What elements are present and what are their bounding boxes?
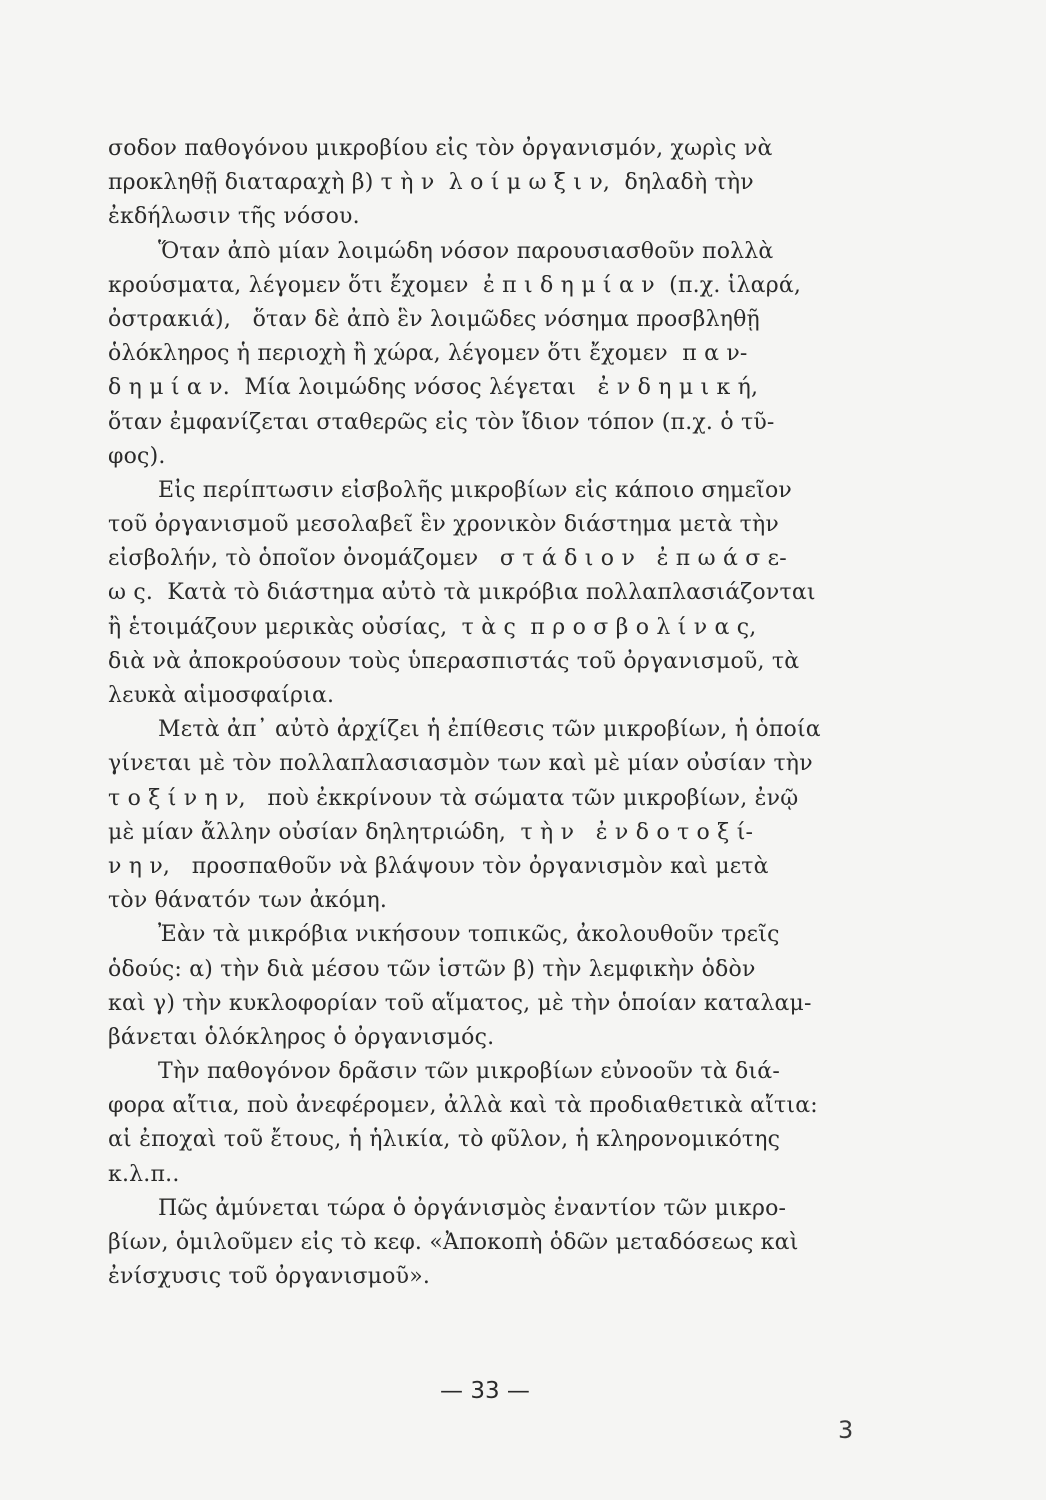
text-line: κ.λ.π..: [108, 1161, 180, 1187]
text-line: ω ς. Κατὰ τὸ διάστημα αὐτὸ τὰ μικρόβια πολλαπλασιάζονται: [108, 580, 816, 606]
text-line: σοδον παθογόνου μικροβίου εἰς τὸν ὀργανισμόν, χωρὶς νὰ: [108, 136, 773, 161]
text-line: φος).: [108, 443, 166, 469]
text-line: Μετὰ ἀπ᾽ αὐτὸ ἀρχίζει ἡ ἐπίθεσις τῶν μικροβίων, ἡ ὁποία: [158, 717, 821, 743]
text-line: καὶ γ) τὴν κυκλοφορίαν τοῦ αἵματος, μὲ τὴν ὁποίαν καταλαμ-: [108, 990, 812, 1016]
text-line: βίων, ὁμιλοῦμεν εἰς τὸ κεφ. «Ἀποκοπὴ ὁδῶν μεταδόσεως καὶ: [108, 1230, 799, 1255]
text-line: φορα αἴτια, ποὺ ἀνεφέρομεν, ἀλλὰ καὶ τὰ προδιαθετικὰ αἴτια:: [108, 1093, 818, 1119]
body-text: [108, 132, 858, 1294]
text-line: μὲ μίαν ἄλλην οὐσίαν δηλητριώδη, τ ὴ ν ἐ ν δ ο τ ο ξ ί-: [108, 819, 754, 845]
text-line: προκληθῇ διαταραχὴ β) τ ὴ ν λ ο ί μ ω ξ ι ν, δηλαδὴ τὴν: [108, 170, 754, 196]
text-line: ὁδούς: α) τὴν διὰ μέσου τῶν ἱστῶν β) τὴν λεμφικὴν ὁδὸν: [108, 956, 756, 982]
text-line: Πῶς ἀμύνεται τώρα ὁ ὀργάνισμὸς ἐναντίον τῶν μικρο-: [158, 1195, 787, 1221]
text-line: Εἰς περίπτωσιν εἰσβολῆς μικροβίων εἰς κάποιο σημεῖον: [158, 477, 792, 503]
text-line: Ὅταν ἀπὸ μίαν λοιμώδη νόσον παρουσιασθοῦν πολλὰ: [158, 238, 774, 264]
text-line: τὸν θάνατόν των ἀκόμη.: [108, 888, 388, 914]
text-line: ν η ν, προσπαθοῦν νὰ βλάψουν τὸν ὀργανισμὸν καὶ μετὰ: [108, 853, 769, 879]
text-line: ὅταν ἐμφανίζεται σταθερῶς εἰς τὸν ἴδιον τόπον (π.χ. ὁ τῦ-: [108, 409, 775, 435]
text-line: διὰ νὰ ἀποκρούσουν τοὺς ὑπερασπιστάς τοῦ ὀργανισμοῦ, τὰ: [108, 648, 800, 674]
text-line: τοῦ ὀργανισμοῦ μεσολαβεῖ ἓν χρονικὸν διάστημα μετὰ τὴν: [108, 512, 779, 538]
text-line: κρούσματα, λέγομεν ὅτι ἔχομεν ἐ π ι δ η μ ί α ν (π.χ. ἱλαρά,: [108, 272, 802, 298]
text-line: Τὴν παθογόνον δρᾶσιν τῶν μικροβίων εὐνοοῦν τὰ διά-: [158, 1059, 780, 1085]
text-line: τ ο ξ ί ν η ν, ποὺ ἐκκρίνουν τὰ σώματα τῶν μικροβίων, ἐνῷ: [108, 785, 799, 811]
page-number: — 33 —: [440, 1378, 530, 1404]
text-line: ἐνίσχυσις τοῦ ὀργανισμοῦ».: [108, 1264, 431, 1290]
text-line: δ η μ ί α ν. Μία λοιμώδης νόσος λέγεται ἐ ν δ η μ ι κ ή,: [108, 375, 759, 401]
text-line: ὀστρακιά), ὅταν δὲ ἀπὸ ἓν λοιμῶδες νόσημα προσβληθῇ: [108, 306, 760, 332]
text-line: γίνεται μὲ τὸν πολλαπλασιασμὸν των καὶ μὲ μίαν οὐσίαν τὴν: [108, 751, 813, 777]
corner-mark: 3: [838, 1416, 854, 1444]
text-line: ἐκδήλωσιν τῆς νόσου.: [108, 204, 360, 230]
text-line: εἰσβολήν, τὸ ὁποῖον ὀνομάζομεν σ τ ά δ ι ο ν ἐ π ω ά σ ε-: [108, 546, 787, 572]
text-line: ὁλόκληρος ἡ περιοχὴ ἢ χώρα, λέγομεν ὅτι ἔχομεν π α ν-: [108, 341, 748, 367]
text-line: ἢ ἑτοιμάζουν μερικὰς οὐσίας, τ ὰ ς π ρ ο σ β ο λ ί ν α ς,: [108, 614, 757, 640]
text-line: Ἐὰν τὰ μικρόβια νικήσουν τοπικῶς, ἀκολουθοῦν τρεῖς: [158, 922, 780, 948]
text-line: αἱ ἐποχαὶ τοῦ ἔτους, ἡ ἡλικία, τὸ φῦλον, ἡ κληρονομικότης: [108, 1127, 781, 1153]
text-line: βάνεται ὁλόκληρος ὁ ὀργανισμός.: [108, 1024, 495, 1050]
text-line: λευκὰ αἱμοσφαίρια.: [108, 683, 335, 708]
